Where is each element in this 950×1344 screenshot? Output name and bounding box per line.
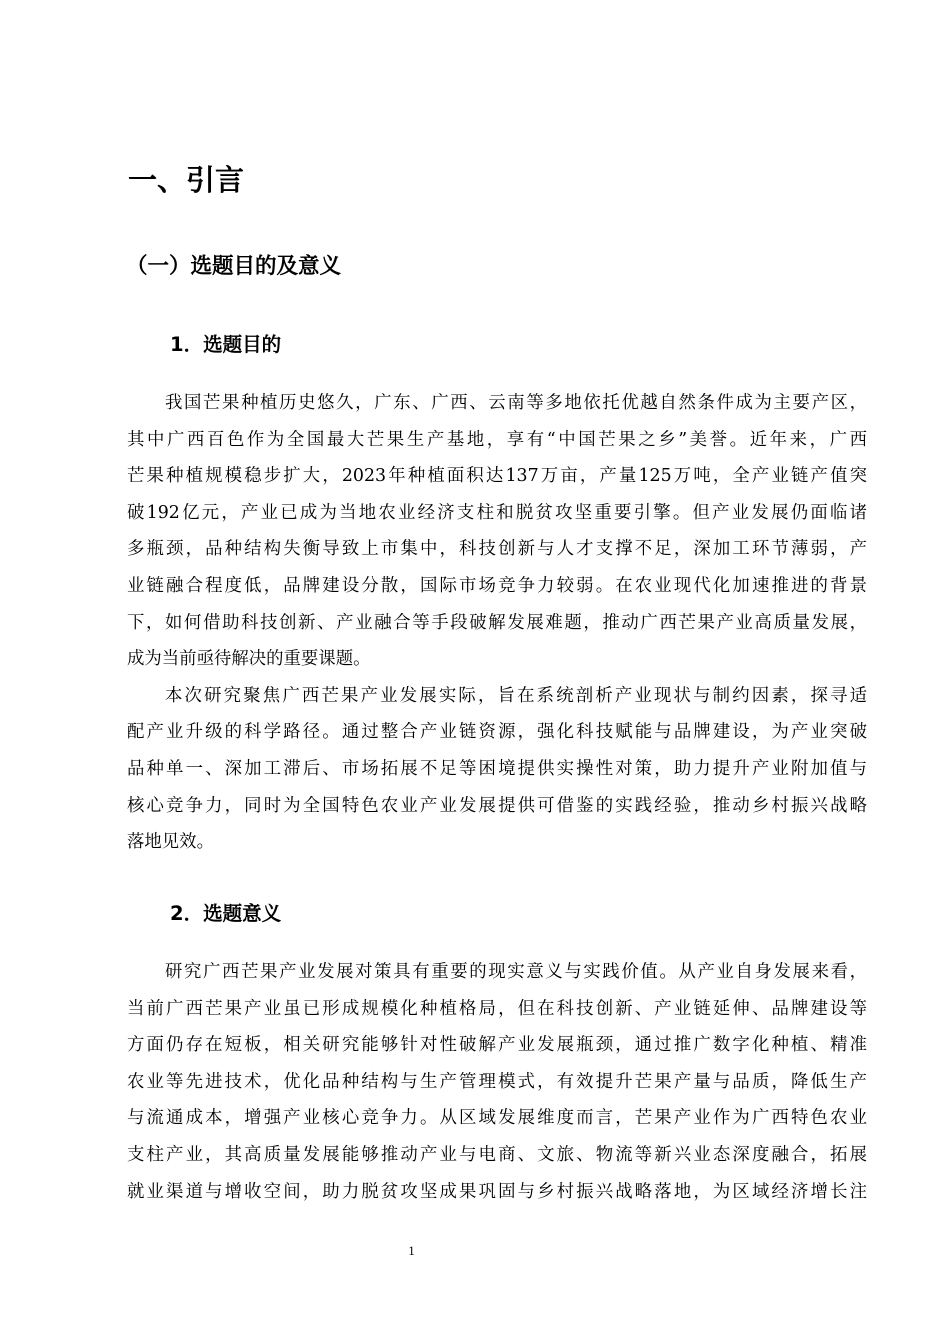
body-line: 配产业升级的科学路径。通过整合产业链资源，强化科技赋能与品牌建设，为产业突破 — [127, 722, 867, 743]
body-line: 破192亿元，产业已成为当地农业经济支柱和脱贫攻坚重要引擎。但产业发展仍面临诸 — [127, 502, 867, 523]
body-line: 农业等先进技术，优化品种结构与生产管理模式，有效提升芒果产量与品质，降低生产 — [127, 1071, 867, 1092]
body-line: 核心竞争力，同时为全国特色农业产业发展提供可借鉴的实践经验，推动乡村振兴战略 — [127, 795, 867, 816]
body-line: 业链融合程度低，品牌建设分散，国际市场竞争力较弱。在农业现代化加速推进的背景 — [127, 575, 867, 596]
body-line: 落地见效。 — [127, 832, 214, 853]
body-line: 方面仍存在短板，相关研究能够针对性破解产业发展瓶颈，通过推广数字化种植、精准 — [127, 1035, 867, 1056]
body-line: 与流通成本，增强产业核心竞争力。从区域发展维度而言，芒果产业作为广西特色农业 — [127, 1108, 867, 1129]
body-line: 当前广西芒果产业虽已形成规模化种植格局，但在科技创新、产业链延伸、品牌建设等 — [127, 998, 867, 1019]
body-line: 支柱产业，其高质量发展能够推动产业与电商、文旅、物流等新兴业态深度融合，拓展 — [127, 1144, 867, 1165]
purpose-body — [127, 385, 867, 861]
body-line: 下，如何借助科技创新、产业融合等手段破解发展难题，推动广西芒果产业高质量发展， — [127, 612, 867, 633]
body-line: 芒果种植规模稳步扩大，2023年种植面积达137万亩，产量125万吨，全产业链产值突 — [127, 466, 867, 487]
body-line: 品种单一、深加工滞后、市场拓展不足等困境提供实操性对策，助力提升产业附加值与 — [127, 758, 867, 779]
body-line: 研究广西芒果产业发展对策具有重要的现实意义与实践价值。从产业自身发展来看， — [165, 962, 867, 982]
body-line: 多瓶颈，品种结构失衡导致上市集中，科技创新与人才支撑不足，深加工环节薄弱，产 — [127, 539, 867, 560]
item-heading-purpose: 1．选题目的 — [170, 333, 282, 356]
significance-body — [127, 954, 867, 1210]
subsection-heading: （一）选题目的及意义 — [126, 254, 342, 279]
body-line: 就业渠道与增收空间，助力脱贫攻坚成果巩固与乡村振兴战略落地，为区域经济增长注 — [127, 1181, 867, 1202]
page-number: 1 — [408, 1243, 415, 1258]
body-line: 本次研究聚焦广西芒果产业发展实际，旨在系统剖析产业现状与制约因素，探寻适 — [165, 685, 867, 706]
item-heading-significance: 2．选题意义 — [170, 902, 282, 925]
body-line: 我国芒果种植历史悠久，广东、广西、云南等多地依托优越自然条件成为主要产区， — [165, 393, 867, 413]
body-line: 成为当前亟待解决的重要课题。 — [127, 649, 371, 670]
section-heading: 一、引言 — [128, 163, 245, 197]
body-line: 其中广西百色作为全国最大芒果生产基地，享有“中国芒果之乡”美誉。近年来，广西 — [127, 429, 867, 450]
